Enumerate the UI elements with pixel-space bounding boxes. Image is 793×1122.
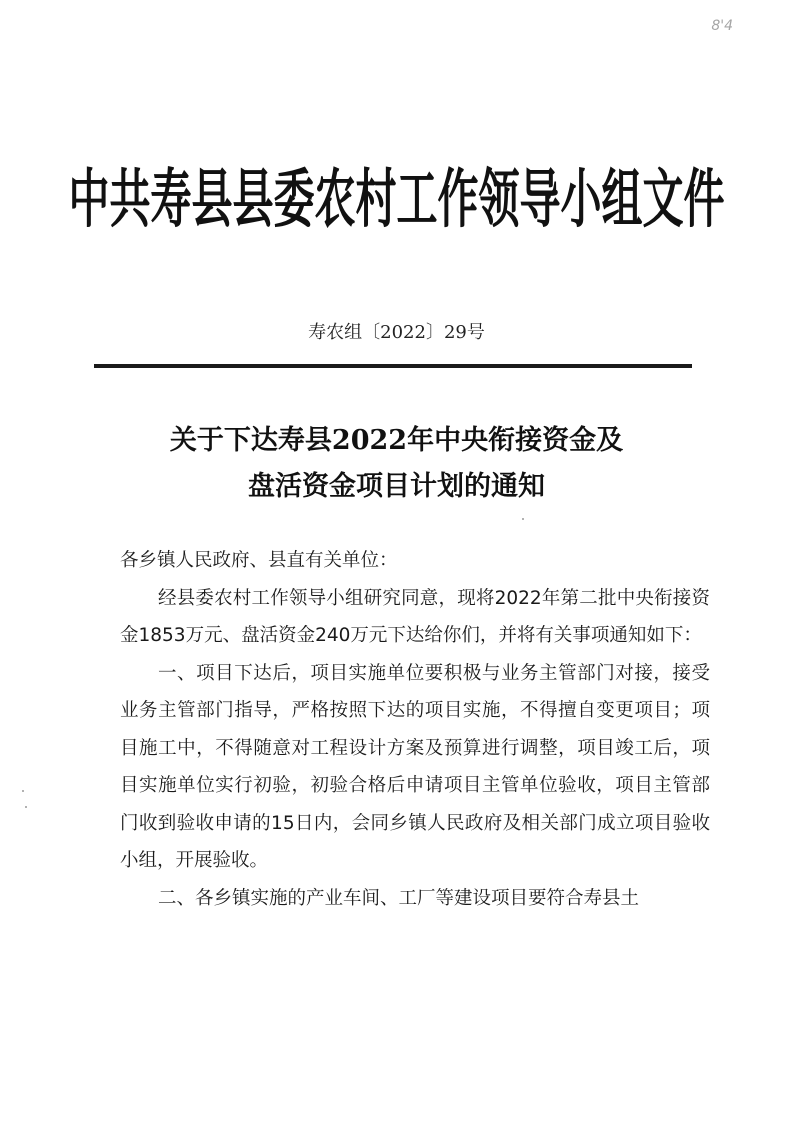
document-header-title: 中共寿县县委农村工作领导小组文件 — [68, 161, 725, 237]
page-mark: 8'4 — [711, 18, 733, 34]
notice-title — [0, 418, 793, 510]
salutation: 各乡镇人民政府、县直有关单位： — [120, 550, 398, 571]
notice-title-line-1: 关于下达寿县2022年中央衔接资金及 — [169, 425, 624, 456]
scan-speck — [522, 518, 524, 520]
scan-speck — [25, 806, 27, 808]
notice-title-line-2: 盘活资金项目计划的通知 — [248, 471, 545, 502]
header-divider — [94, 364, 692, 368]
body-paragraph-1: 经县委农村工作领导小组研究同意，现将2022年第二批中央衔接资金1853万元、盘活资金240万元下达给你们，并将有关事项通知如下： — [120, 587, 710, 646]
notice-body — [120, 542, 710, 917]
document-number: 寿农组〔2022〕29号 — [308, 322, 485, 343]
body-paragraph-2: 一、项目下达后，项目实施单位要积极与业务主管部门对接，接受业务主管部门指导，严格按照下达的项目实施，不得擅自变更项目；项目施工中，不得随意对工程设计方案及预算进行调整，项目竣工后，项目实施单位实行初验，初验合格后申请项目主管单位验收，项目主管部门收到验收申请的15日内，会同乡镇人民政府及相关部门成立项目验收小组，开展验收。 — [120, 662, 710, 871]
scan-speck — [22, 790, 24, 792]
body-paragraph-3: 二、各乡镇实施的产业车间、工厂等建设项目要符合寿县土 — [158, 887, 640, 909]
